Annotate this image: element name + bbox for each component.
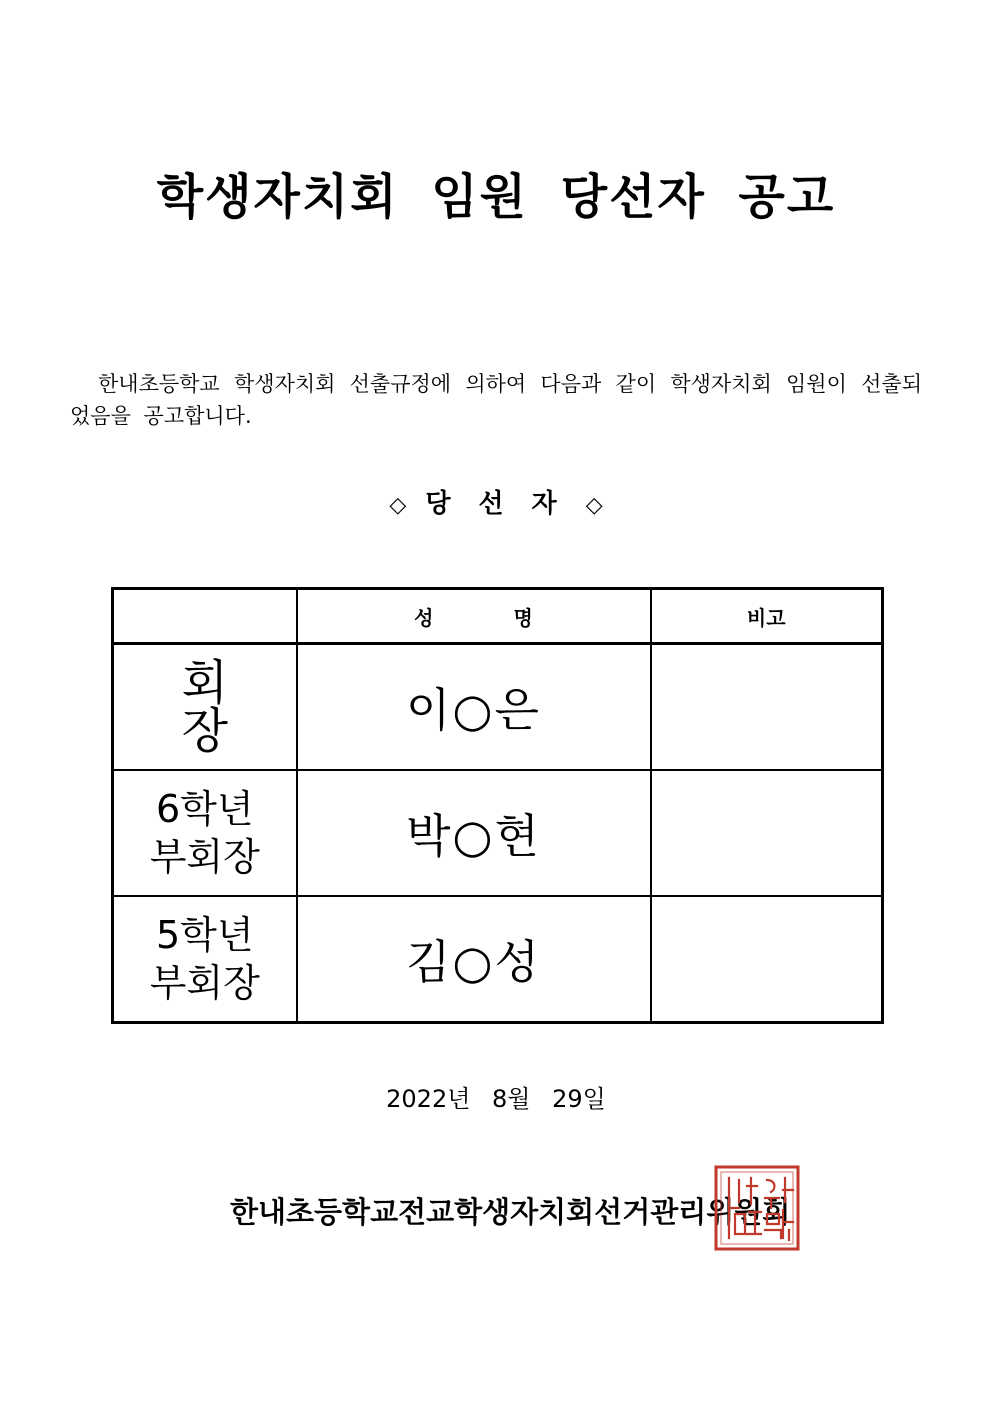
committee-name: 한내초등학교전교학생자치회선거관리위원회 xyxy=(230,1195,791,1229)
winner-name: 박○현 xyxy=(297,770,651,896)
table-row xyxy=(113,896,883,1023)
section-heading xyxy=(0,484,992,526)
table-row xyxy=(113,644,883,771)
role-grade: 5학년 xyxy=(155,913,254,957)
note-cell xyxy=(651,644,883,771)
role-title: 부회장 xyxy=(149,835,260,879)
header-cell-position xyxy=(113,589,297,644)
winners-table xyxy=(111,587,884,1024)
note-cell xyxy=(651,770,883,896)
announcement-date: 2022년 8월 29일 xyxy=(386,1085,606,1113)
diamond-icon: ◇ xyxy=(585,493,603,518)
official-seal-icon xyxy=(713,1164,801,1252)
winner-name: 이○은 xyxy=(297,644,651,771)
diamond-icon: ◇ xyxy=(389,493,407,518)
section-heading-label: 당선자 xyxy=(425,489,585,519)
header-cell-note: 비고 xyxy=(651,589,883,644)
role-cell xyxy=(113,896,297,1023)
role-title: 부회장 xyxy=(149,961,260,1005)
header-cell-name: 성명 xyxy=(297,589,651,644)
winner-name: 김○성 xyxy=(297,896,651,1023)
role-cell xyxy=(113,770,297,896)
page-title: 학생자치회 임원 당선자 공고 xyxy=(156,169,836,225)
announcement-text: 한내초등학교 학생자치회 선출규정에 의하여 다음과 같이 학생자치회 임원이 선출되었음을 공고합니다. xyxy=(70,372,922,428)
role-grade: 6학년 xyxy=(155,787,254,831)
note-cell xyxy=(651,896,883,1023)
role-title: 회장 xyxy=(181,655,278,759)
table-header-row xyxy=(113,589,883,644)
role-cell xyxy=(113,644,297,771)
table-row xyxy=(113,770,883,896)
